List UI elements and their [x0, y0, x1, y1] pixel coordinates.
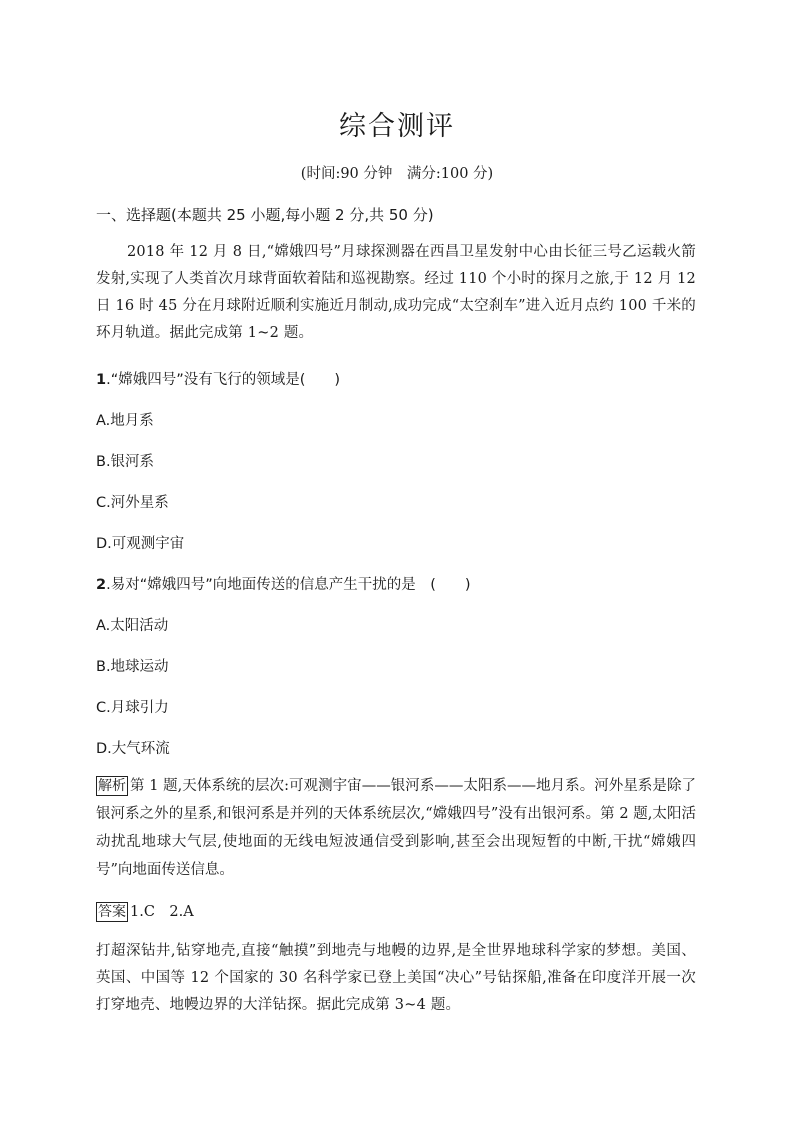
- passage-chang-e: 2018 年 12 月 8 日,“嫦娥四号”月球探测器在西昌卫星发射中心由长征三号乙运载火箭发射,实现了人类首次月球背面软着陆和巡视勘察。经过 110 个小时的探月之旅,于 12 月 12 日 16 时 45 分在月球附近顺利实施近月制动,成功完成“太空刹车”进入近月点约 100 千米的环月轨道。据此完成第 1~2 题。: [96, 244, 696, 341]
- question-number: 1: [96, 372, 107, 388]
- analysis-text: 第 1 题,天体系统的层次:可观测宇宙——银河系——太阳系——地月系。河外星系是除了银河系之外的星系,和银河系是并列的天体系统层次,“嫦娥四号”没有出银河系。第 2 题,太阳活动扰乱地球大气层,使地面的无线电短波通信受到影响,甚至会出现短暂的中断,干扰“嫦娥四号”向地面传送信息。: [96, 778, 696, 878]
- analysis-tag: 解析: [98, 778, 126, 794]
- question-1-option-b: B.银河系: [96, 454, 155, 470]
- page-title: 综合测评: [339, 111, 455, 142]
- question-number: 2: [96, 577, 107, 593]
- analysis-block: [96, 772, 696, 884]
- question-stem: .“嫦娥四号”没有飞行的领域是( ): [106, 372, 341, 388]
- question-2-option-c: C.月球引力: [96, 700, 169, 716]
- exam-time-score: (时间:90 分钟 满分:100 分): [300, 166, 494, 182]
- section-heading: 一、选择题(本题共 25 小题,每小题 2 分,共 50 分): [96, 206, 434, 224]
- question-1-option-a: A.地月系: [96, 413, 154, 429]
- question-1-option-d: D.可观测宇宙: [96, 536, 185, 552]
- answer-block: [96, 900, 194, 922]
- question-1: [96, 368, 340, 389]
- passage-deep-drilling: 打超深钻井,钻穿地壳,直接“触摸”到地壳与地幔的边界,是全世界地球科学家的梦想。美国、英国、中国等 12 个国家的 30 名科学家已登上美国“决心”号钻探船,准备在印度洋开展一次打穿地壳、地幔边界的大洋钻探。据此完成第 3~4 题。: [96, 943, 696, 1013]
- question-2: [96, 573, 471, 594]
- question-2-option-a: A.太阳活动: [96, 618, 169, 634]
- answer-tag: 答案: [98, 904, 126, 920]
- answer-text: 1.C 2.A: [130, 904, 194, 920]
- question-2-option-b: B.地球运动: [96, 659, 169, 675]
- question-stem: .易对“嫦娥四号”向地面传送的信息产生干扰的是 ( ): [106, 577, 471, 593]
- question-2-option-d: D.大气环流: [96, 741, 170, 757]
- question-1-option-c: C.河外星系: [96, 495, 169, 511]
